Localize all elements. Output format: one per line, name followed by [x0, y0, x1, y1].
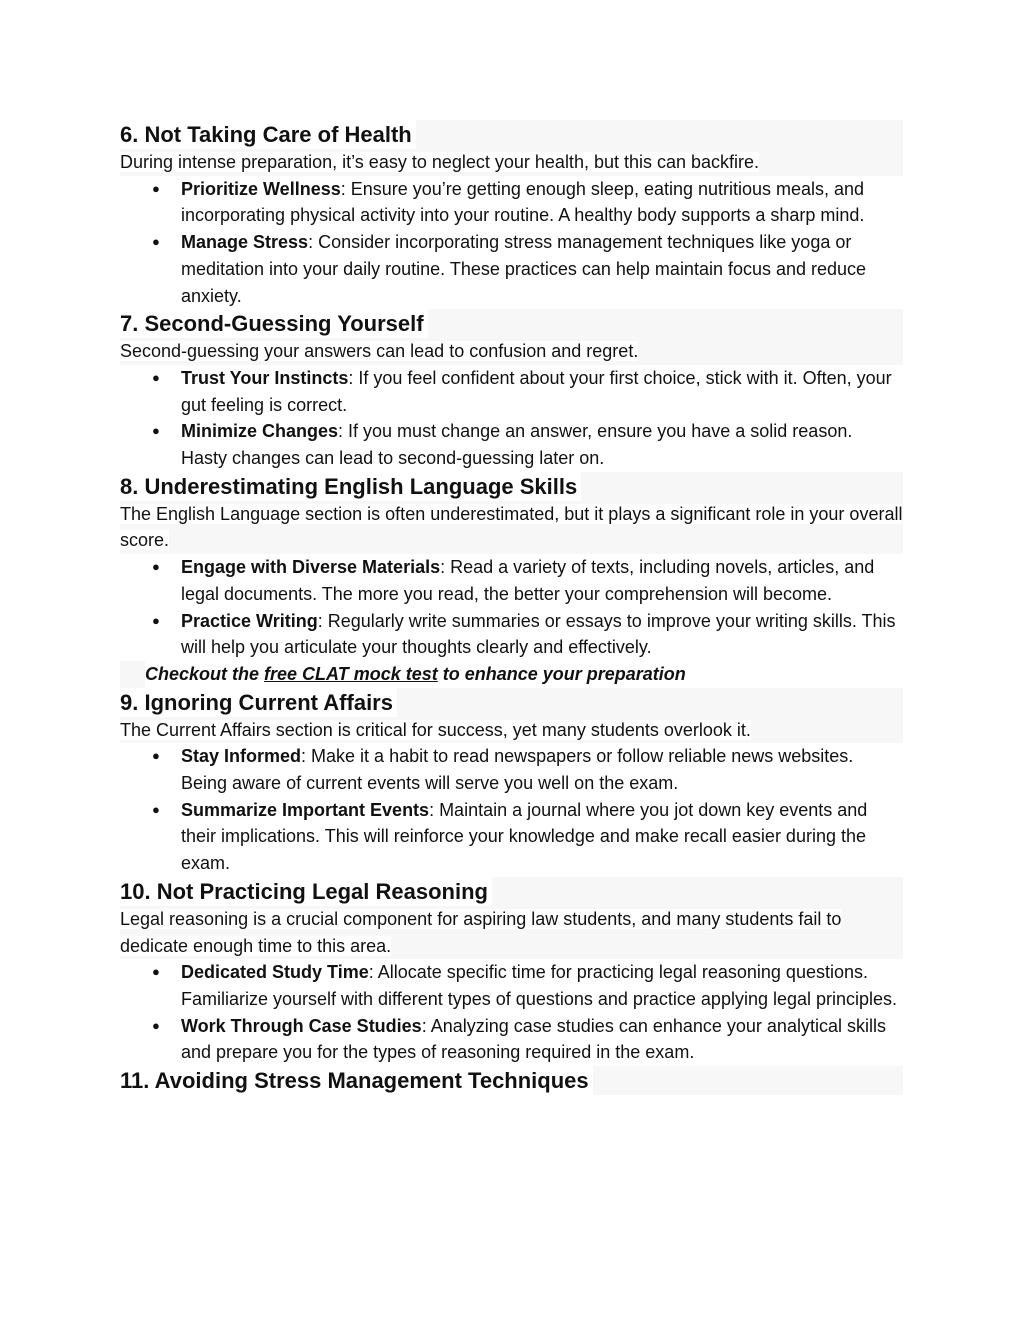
item-text: : Regularly write summaries or essays to improve your writing skills. This will help you articulate your thoughts clearly and effectively.	[181, 610, 896, 658]
section-9	[120, 688, 903, 877]
bullet-list	[120, 176, 903, 310]
section-10	[120, 877, 903, 1066]
cta-text-before: Checkout the	[145, 663, 265, 684]
bullet-icon: ●	[152, 801, 160, 817]
section-heading: 7. Second-Guessing Yourself	[120, 309, 428, 338]
list-item	[120, 959, 903, 1012]
bullet-icon: ●	[152, 369, 160, 385]
item-title: Stay Informed	[181, 746, 302, 767]
item-title: Summarize Important Events	[181, 799, 430, 820]
item-text: : Ensure you’re getting enough sleep, eating nutritious meals, and incorporating physical activity into your routine. A healthy body supports a sharp mind.	[181, 178, 865, 226]
section-intro: Second-guessing your answers can lead to confusion and regret.	[120, 341, 639, 362]
cta-text-after: to enhance your preparation	[437, 663, 686, 684]
item-title: Prioritize Wellness	[181, 178, 341, 199]
bullet-list	[120, 959, 903, 1066]
bullet-icon: ●	[152, 1017, 160, 1033]
article-body	[120, 120, 903, 1095]
bullet-icon: ●	[152, 559, 160, 575]
bullet-icon: ●	[152, 964, 160, 980]
list-item	[120, 365, 903, 418]
bullet-list	[120, 554, 903, 661]
mock-test-callout	[145, 661, 818, 688]
free-mock-test-link[interactable]: free CLAT mock test	[264, 663, 438, 684]
list-item	[120, 176, 903, 229]
item-title: Minimize Changes	[181, 421, 339, 442]
section-intro: The English Language section is often underestimated, but it plays a significant role in your overall score.	[120, 503, 903, 551]
bullet-icon: ●	[152, 748, 160, 764]
section-heading: 10. Not Practicing Legal Reasoning	[120, 877, 492, 906]
item-title: Dedicated Study Time	[181, 962, 369, 983]
item-title: Engage with Diverse Materials	[181, 557, 441, 578]
list-item	[120, 797, 903, 877]
item-text: : Make it a habit to read newspapers or follow reliable news websites. Being aware of current events will serve you well on the exam.	[181, 746, 854, 794]
section-6	[120, 120, 903, 309]
bullet-list	[120, 743, 903, 877]
item-text: : Consider incorporating stress management techniques like yoga or meditation into your daily routine. These practices can help maintain focus and reduce anxiety.	[181, 232, 867, 306]
list-item	[120, 229, 903, 309]
item-text: : Read a variety of texts, including novels, articles, and legal documents. The more you read, the better your comprehension will become.	[181, 557, 875, 604]
section-intro: The Current Affairs section is critical for success, yet many students overlook it.	[120, 719, 751, 740]
cta-row	[120, 661, 903, 688]
bullet-icon: ●	[152, 423, 160, 439]
item-text: : Maintain a journal where you jot down key events and their implications. This will reinforce your knowledge and make recall easier during the exam.	[181, 799, 868, 874]
item-text: : If you must change an answer, ensure you have a solid reason. Hasty changes can lead to second-guessing later on.	[181, 421, 853, 469]
list-item	[120, 418, 903, 471]
list-item	[120, 608, 903, 661]
item-text: : Analyzing case studies can enhance your analytical skills and prepare you for the types of reasoning required in the exam.	[181, 1015, 886, 1063]
section-heading: 11. Avoiding Stress Management Techniques	[120, 1066, 593, 1095]
item-text: : Allocate specific time for practicing legal reasoning questions. Familiarize yourself with different types of questions and practice applying legal principles.	[181, 962, 898, 1009]
section-heading: 8. Underestimating English Language Skills	[120, 472, 581, 501]
bullet-icon: ●	[152, 234, 160, 250]
section-heading: 9. Ignoring Current Affairs	[120, 688, 397, 717]
item-title: Work Through Case Studies	[181, 1015, 422, 1036]
bullet-icon: ●	[152, 180, 160, 196]
item-title: Trust Your Instincts	[181, 367, 349, 388]
list-item	[120, 554, 903, 607]
bullet-list	[120, 365, 903, 472]
list-item	[120, 743, 903, 796]
bullet-icon: ●	[152, 612, 160, 628]
section-intro: During intense preparation, it’s easy to neglect your health, but this can backfire.	[120, 152, 760, 172]
section-intro: Legal reasoning is a crucial component for aspiring law students, and many students fail to dedicate enough time to this area.	[120, 908, 842, 956]
section-7	[120, 309, 903, 472]
item-text: : If you feel confident about your first choice, stick with it. Often, your gut feeling is correct.	[181, 367, 892, 415]
section-heading: 6. Not Taking Care of Health	[120, 120, 416, 149]
item-title: Manage Stress	[181, 232, 309, 253]
section-8	[120, 472, 903, 688]
item-title: Practice Writing	[181, 610, 318, 631]
list-item	[120, 1013, 903, 1066]
section-11	[120, 1066, 903, 1095]
